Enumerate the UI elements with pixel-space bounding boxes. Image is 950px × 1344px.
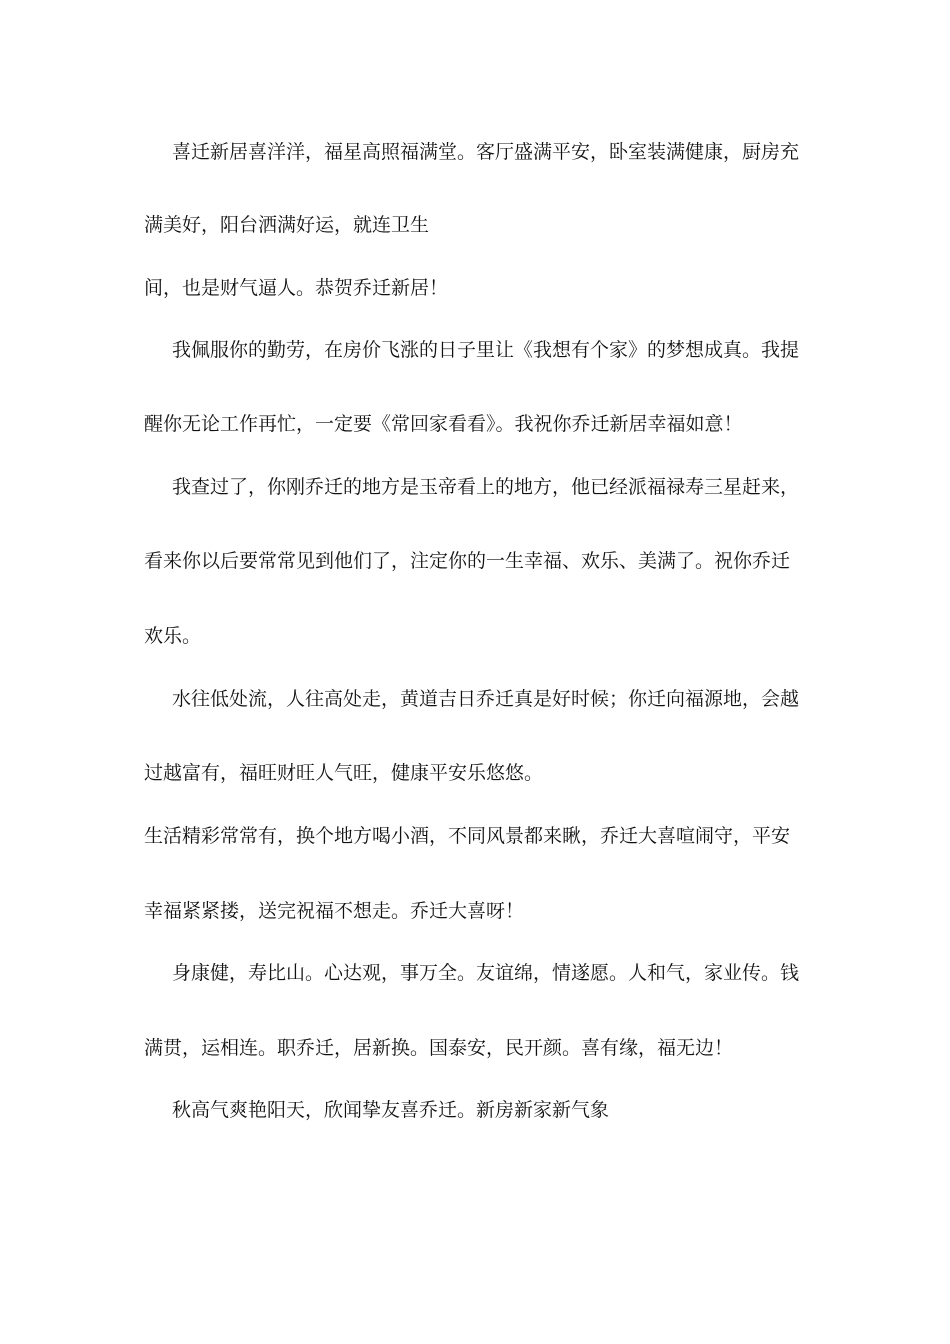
paragraph-1-line-2: 满美好，阳台洒满好运，就连卫生	[144, 214, 430, 236]
paragraph-5-line-2: 幸福紧紧搂，送完祝福不想走。乔迁大喜呀！	[144, 900, 525, 922]
paragraph-4-line-2: 过越富有，福旺财旺人气旺，健康平安乐悠悠。	[144, 762, 544, 784]
paragraph-6-line-1: 身康健，寿比山。心达观，事万全。友谊绵，情遂愿。人和气，家业传。钱	[172, 962, 800, 984]
paragraph-2-line-2: 醒你无论工作再忙，一定要《常回家看看》。我祝你乔迁新居幸福如意！	[144, 413, 743, 435]
paragraph-3-line-2: 看来你以后要常常见到他们了，注定你的一生幸福、欢乐、美满了。祝你乔迁	[144, 550, 791, 572]
paragraph-1-line-3: 间，也是财气逼人。恭贺乔迁新居！	[144, 277, 449, 299]
paragraph-3-line-3: 欢乐。	[144, 625, 202, 647]
paragraph-7-line-1: 秋高气爽艳阳天，欣闻挚友喜乔迁。新房新家新气象	[172, 1099, 610, 1121]
paragraph-4-line-1: 水往低处流，人往高处走，黄道吉日乔迁真是好时候；你迁向福源地，会越	[172, 688, 800, 710]
paragraph-1-line-1: 喜迁新居喜洋洋，福星高照福满堂。客厅盛满平安，卧室装满健康，厨房充	[172, 141, 800, 163]
paragraph-2-line-1: 我佩服你的勤劳，在房价飞涨的日子里让《我想有个家》的梦想成真。我提	[172, 339, 800, 361]
paragraph-3-line-1: 我查过了，你刚乔迁的地方是玉帝看上的地方，他已经派福禄寿三星赶来，	[172, 476, 800, 498]
paragraph-5-line-1: 生活精彩常常有，换个地方喝小酒，不同风景都来瞅，乔迁大喜喧闹守，平安	[144, 825, 791, 847]
paragraph-6-line-2: 满贯，运相连。职乔迁，居新换。国泰安，民开颜。喜有缘，福无边！	[144, 1037, 734, 1059]
